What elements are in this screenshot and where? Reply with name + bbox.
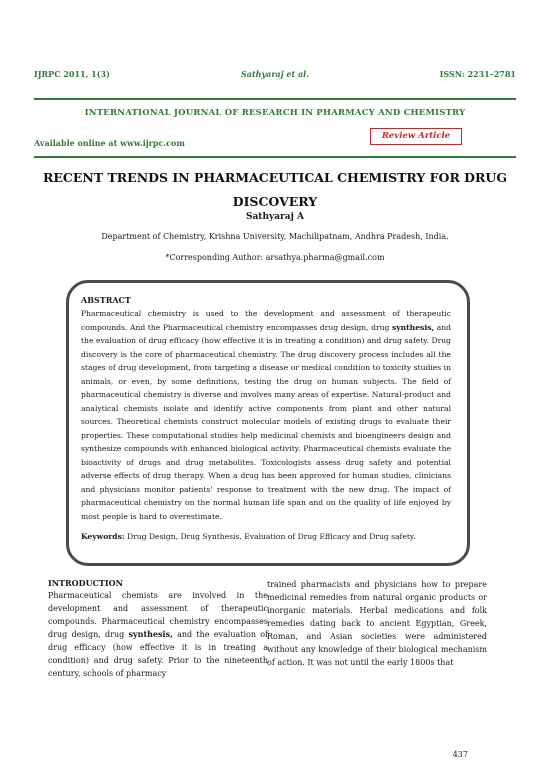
author-affiliation: Department of Chemistry, Krishna University, Machilipatnam, Andhra Pradesh, India. bbox=[101, 232, 449, 241]
issn: ISSN: 2231–2781 bbox=[439, 69, 516, 79]
title-line-1: RECENT TRENDS IN PHARMACEUTICAL CHEMISTRY FOR DRUG bbox=[43, 170, 507, 185]
page-number: 437 bbox=[452, 750, 468, 759]
online-availability: Available online at www.ijrpc.com bbox=[34, 138, 185, 148]
title-line-2: DISCOVERY bbox=[232, 194, 318, 209]
header-rule-top bbox=[34, 98, 516, 100]
running-author: Sathyaraj et al. bbox=[241, 69, 309, 79]
body-column-left bbox=[48, 578, 268, 680]
introduction-heading: INTRODUCTION bbox=[48, 578, 123, 588]
intro-text-part-2: and the evaluation of drug efficacy (how effective it is in treating a condition) and drug safety. Prior to the nineteenth century, schools of pharmacy bbox=[48, 630, 268, 678]
intro-bold-word: synthesis, bbox=[128, 629, 173, 639]
abstract-text bbox=[81, 307, 451, 523]
intro-text-part-1: Pharmaceutical chemists are involved in the development and assessment of therapeutic compounds. Pharmaceutical chemistry encompasses drug design, drug bbox=[48, 591, 268, 639]
abstract-bold-word: synthesis, bbox=[391, 322, 435, 332]
article-title bbox=[34, 166, 516, 214]
header-rule-bottom bbox=[34, 156, 516, 158]
author-name: Sathyaraj A bbox=[245, 212, 305, 222]
abstract-heading: ABSTRACT bbox=[81, 295, 131, 305]
abstract-box bbox=[66, 280, 470, 566]
introduction-paragraph bbox=[48, 589, 268, 680]
right-column-paragraph: trained pharmacists and physicians how to prepare medicinal remedies from natural organic products or inorganic materials. Herbal medications and folk remedies dating back to ancient Egyptian, Greek, Roman, and Asian societies were administered without any knowledge of their biological mechanism of action. It was not until the early 1800s that bbox=[267, 580, 487, 667]
body-column-right bbox=[267, 578, 487, 669]
journal-name: INTERNATIONAL JOURNAL OF RESEARCH IN PHARMACY AND CHEMISTRY bbox=[84, 108, 466, 118]
keywords bbox=[81, 532, 451, 541]
journal-citation: IJRPC 2011, 1(3) bbox=[34, 69, 110, 79]
running-head bbox=[34, 69, 516, 81]
keywords-list: Drug Design, Drug Synthesis, Evaluation of Drug Efficacy and Drug safety. bbox=[124, 532, 416, 541]
keywords-label: Keywords: bbox=[81, 532, 125, 541]
abstract-text-part-1: Pharmaceutical chemistry is used to the development and assessment of therapeutic compounds. And the Pharmaceutical chemistry encompasses drug design, drug bbox=[81, 309, 451, 332]
corresponding-author: *Corresponding Author: arsathya.pharma@gmail.com bbox=[165, 253, 385, 262]
abstract-text-part-2: and the evaluation of drug efficacy (how effective it is in treating a condition) and drug safety. Drug discovery is the core of pharmaceutical chemistry. The drug discovery process includes all the stages of drug development, from targeting a disease or medical condition to toxicity studies in animals, or even, by some definitions, testing the drug on human subjects. The field of pharmaceutical chemistry is diverse and involves many areas of expertise. Natural-product and analytical chemists isolate and identify active components from plant and other natural sources. Theoretical chemists construct molecular models of existing drugs to evaluate their properties. These computational studies help medicinal chemists and bioengineers design and synthesize compounds with enhanced biological activity. Pharmaceutical chemists evaluate the bioactivity of drugs and drug metabolites. Toxicologists assess drug safety and potential adverse effects of drug therapy. When a drug has been approved for human studies, clinicians and physicians monitor patients' response to treatment with the new drug. The impact of pharmaceutical chemistry on the normal human life span and on the quality of life enjoyed by most people is hard to overestimate. bbox=[81, 322, 451, 521]
article-type-badge: Review Article bbox=[370, 128, 462, 145]
